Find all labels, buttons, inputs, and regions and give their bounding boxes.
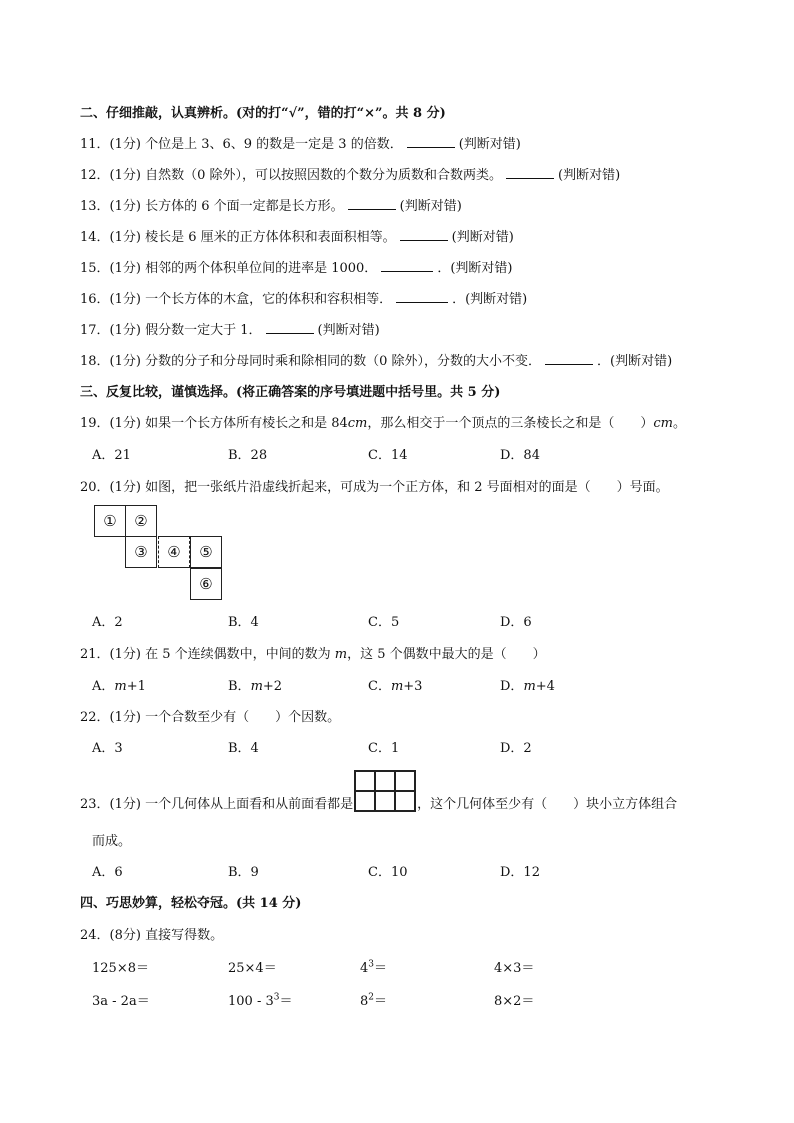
calc-item: 25×4＝ [228,961,277,976]
calc-item: $100 - 3^3=$ [228,992,293,1009]
question-13 [80,195,462,214]
option-d[interactable] [500,675,555,694]
option-rest: +2 [262,679,283,694]
question-21 [80,643,546,662]
question-22: 22．(1分) 一个合数至少有（ ）个因数。 [80,710,341,725]
judge-hint: ．(判断对错) [597,354,673,369]
calc-item: $4^3=$ [360,959,388,976]
option-d[interactable]: D．6 [500,615,532,630]
option-b[interactable]: B．28 [228,448,268,463]
net-face-1: ① [94,505,126,537]
question-23-cont: 而成。 [92,834,132,849]
unit-cm: cm [653,416,673,431]
judge-hint: (判断对错) [458,137,521,152]
answer-blank[interactable] [400,228,448,241]
option-b[interactable]: B．4 [228,741,259,756]
option-a[interactable]: A．21 [92,448,131,463]
answer-blank[interactable] [381,259,433,272]
option-d[interactable]: D．84 [500,448,540,463]
question-20: 20．(1分) 如图，把一张纸片沿虚线折起来，可成为一个正方体，和 2 号面相对的面是（ ）号面。 [80,480,669,495]
question-text: 14．(1分) 棱长是 6 厘米的正方体体积和表面积相等。 [80,230,396,245]
option-b[interactable]: B．4 [228,615,259,630]
answer-blank[interactable] [407,135,455,148]
net-face-3: ③ [125,536,157,568]
question-17 [80,319,380,338]
option-letter: D． [500,679,524,694]
question-text: 23．(1分) 一个几何体从上面看和从前面看都是 [80,797,354,812]
option-c[interactable]: C．14 [368,448,408,463]
option-rest: +1 [126,679,146,694]
question-text: 21．(1分) 在 5 个连续偶数中，中间的数为 [80,647,335,662]
option-letter: B． [228,679,251,694]
calc-item: 4×3＝ [494,961,535,976]
question-end: 。 [673,416,687,431]
variable-m: m [250,679,263,694]
judge-hint: (判断对错) [558,168,621,183]
question-text: 15．(1分) 相邻的两个体积单位间的进率是 1000． [80,261,378,276]
question-text: 18．(1分) 分数的分子和分母同时乘和除相同的数（0 除外），分数的大小不变． [80,354,541,369]
question-11 [80,133,521,152]
net-face-2: ② [125,505,157,537]
question-15 [80,257,512,276]
option-b[interactable]: B．9 [228,865,259,880]
judge-hint: ．(判断对错) [437,261,513,276]
section3-title: 三、反复比较，谨慎选择。(将正确答案的序号填进题中括号里。共 5 分) [80,385,501,400]
judge-hint: (判断对错) [399,199,462,214]
variable-m: m [334,647,348,662]
option-c[interactable]: C．5 [368,615,400,630]
judge-hint: ．(判断对错) [452,292,528,307]
question-text: 16．(1分) 一个长方体的木盒，它的体积和容积相等． [80,292,393,307]
option-c[interactable]: C．1 [368,741,400,756]
question-12 [80,164,620,183]
option-rest: +4 [535,679,555,694]
question-16 [80,288,527,307]
section4-title: 四、巧思妙算，轻松夺冠。(共 14 分) [80,896,302,911]
question-24: 24．(8分) 直接写得数。 [80,928,224,943]
variable-m: m [114,679,127,694]
option-letter: C． [368,679,391,694]
option-c[interactable]: C．10 [368,865,408,880]
question-text: ，那么相交于一个顶点的三条棱长之和是（ ） [367,416,654,431]
calc-item: 8×2＝ [494,994,535,1009]
cube-net-figure [94,505,224,601]
calc-item: 3a - 2a＝ [92,994,150,1009]
question-text: 13．(1分) 长方体的 6 个面一定都是长方形。 [80,199,344,214]
net-face-6: ⑥ [190,568,222,600]
judge-hint: (判断对错) [451,230,514,245]
question-text: 19．(1分) 如果一个长方体所有棱长之和是 84 [80,416,348,431]
section2-title: 二、仔细推敲，认真辨析。(对的打“√”，错的打“×”。共 8 分) [80,106,446,121]
calc-item: 125×8＝ [92,961,149,976]
unit-cm: cm [347,416,368,431]
option-a[interactable]: A．2 [92,615,123,630]
answer-blank[interactable] [348,197,396,210]
calc-item: $8^2=$ [360,992,388,1009]
option-a[interactable]: A．6 [92,865,123,880]
net-face-4: ④ [158,536,190,568]
answer-blank[interactable] [506,166,554,179]
question-text: ，这个几何体至少有（ ）块小立方体组合 [417,797,678,812]
option-a[interactable]: A．3 [92,741,123,756]
question-text: ，这 5 个偶数中最大的是（ ） [347,647,546,662]
question-23 [80,770,677,812]
question-18 [80,350,672,369]
option-d[interactable]: D．2 [500,741,532,756]
option-b[interactable] [228,675,282,694]
answer-blank[interactable] [266,321,314,334]
variable-m: m [523,679,536,694]
question-text: 11．(1分) 个位是上 3、6、9 的数是一定是 3 的倍数． [80,137,403,152]
variable-m: m [390,679,404,694]
question-14 [80,226,514,245]
judge-hint: (判断对错) [317,323,380,338]
option-c[interactable] [368,675,422,694]
answer-blank[interactable] [396,290,448,303]
net-face-5: ⑤ [190,536,222,568]
question-text: 17．(1分) 假分数一定大于 1． [80,323,262,338]
question-text: 12．(1分) 自然数（0 除外），可以按照因数的个数分为质数和合数两类。 [80,168,502,183]
option-rest: +3 [403,679,423,694]
answer-blank[interactable] [545,352,593,365]
question-19 [80,412,686,431]
option-a[interactable] [92,675,146,694]
option-d[interactable]: D．12 [500,865,540,880]
view-figure [354,770,416,812]
option-letter: A． [92,679,115,694]
